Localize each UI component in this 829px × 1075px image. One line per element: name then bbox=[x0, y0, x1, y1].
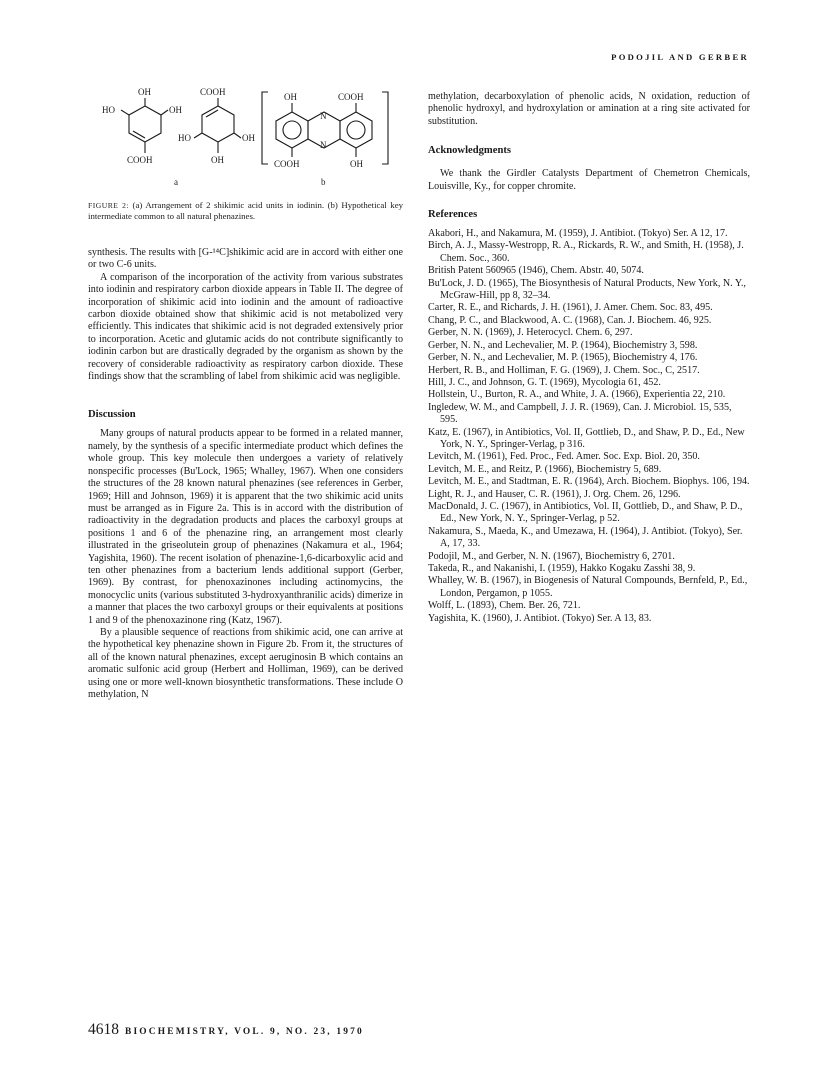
figure-caption bbox=[88, 200, 403, 222]
reference-item: Whalley, W. B. (1967), in Biogenesis of Natural Compounds, Bernfeld, P., Ed., London, Pergamon, p 1055. bbox=[428, 575, 748, 599]
label-a-ho2: HO bbox=[178, 133, 191, 143]
page-footer bbox=[88, 1021, 364, 1039]
label-a-ho1: HO bbox=[102, 105, 115, 115]
reference-item: Podojil, M., and Gerber, N. N. (1967), Biochemistry 6, 2701. bbox=[428, 550, 675, 562]
label-a-cooh2: COOH bbox=[127, 155, 153, 165]
paragraph-3: Many groups of natural products appear to be formed in a related manner, namely, by the synthesis of a specific intermediate product which defines the whole group. This key molecule then undergoes a variety of relatively nonspecific processes (Bu'Lock, 1965; Whalley, 1967). When one considers the structures of the 28 known natural phenazines (see references in Gerber, 1969; Hill and Johnson, 1969) it is apparent that the two shikimic acid units must be arranged as in Figure 2a. This is in accord with the distribution of radioactivity in the degradation products and places the carboxyl groups at positions 1 and 6 of the phenazine ring, an arrangement most clearly illustrated in the griseolutein group of phenazines (Nakamura et al., 1964; Yagishita, 1960). The recent isolation of phenazine-1,6-dicarboxylic acid and ten other phenazines from a bacterium lends additional support (Gerber, 1969). By contrast, for phenoxazinones including actinomycins, the monocyclic units (various substituted 3-hydroxyanthranilic acids) dimerize in a manner that places the two carboxyl groups or their equivalents at positions 1 and 9 of the phenoxazinone ring (Katz, 1967). bbox=[88, 428, 403, 626]
label-a-oh4: OH bbox=[211, 155, 224, 165]
reference-item: Gerber, N. N., and Lechevalier, M. P. (1964), Biochemistry 3, 598. bbox=[428, 339, 698, 351]
reference-item: Levitch, M. (1961), Fed. Proc., Fed. Amer. Soc. Exp. Biol. 20, 350. bbox=[428, 451, 700, 463]
reference-item: MacDonald, J. C. (1967), in Antibiotics, Vol. II, Gottlieb, D., and Shaw, P. D., Ed., New York, N. Y., Springer-Verlag, p 52. bbox=[428, 500, 743, 525]
reference-item: Wolff, L. (1893), Chem. Ber. 26, 721. bbox=[428, 600, 581, 612]
label-b-n2: N bbox=[320, 140, 327, 150]
reference-item: Light, R. J., and Hauser, C. R. (1961), J. Org. Chem. 26, 1296. bbox=[428, 488, 681, 500]
reference-item: Katz, E. (1967), in Antibiotics, Vol. II, Gottlieb, D., and Shaw, P. D., Ed., New York, N. Y., Springer-Verlag, p 316. bbox=[428, 426, 745, 450]
right-body bbox=[428, 91, 750, 220]
label-b-oh1: OH bbox=[284, 92, 297, 102]
label-a-oh3: OH bbox=[242, 133, 255, 143]
reference-item: Yagishita, K. (1960), J. Antibiot. (Tokyo) Ser. A 13, 83. bbox=[428, 612, 652, 624]
paragraph-1: synthesis. The results with [G-¹⁴C]shikimic acid are in accord with either one or two C-6 units. bbox=[88, 247, 403, 271]
phenazine-right-ring bbox=[340, 112, 372, 148]
label-a-oh1: OH bbox=[138, 87, 151, 97]
phenazine-left-ring bbox=[276, 112, 308, 148]
reference-item: Levitch, M. E., and Reitz, P. (1966), Biochemistry 5, 689. bbox=[428, 463, 662, 475]
reference-item: Akabori, H., and Nakamura, M. (1959), J. Antibiot. (Tokyo) Ser. A 12, 17. bbox=[428, 228, 728, 240]
label-b-n1: N bbox=[320, 111, 327, 121]
discussion-heading: Discussion bbox=[88, 409, 136, 421]
label-a-oh2: OH bbox=[169, 105, 182, 115]
reference-item: Gerber, N. N., and Lechevalier, M. P. (1965), Biochemistry 4, 176. bbox=[428, 352, 698, 364]
reference-item: Carter, R. E., and Richards, J. H. (1961), J. Amer. Chem. Soc. 83, 495. bbox=[428, 302, 713, 314]
label-b-oh2: OH bbox=[350, 159, 363, 169]
label-b-cooh1: COOH bbox=[338, 92, 364, 102]
running-head: PODOJIL AND GERBER bbox=[611, 52, 749, 62]
reference-item: Takeda, R., and Nakanishi, I. (1959), Hakko Kogaku Zasshi 38, 9. bbox=[428, 563, 696, 574]
page-number: 4618 bbox=[88, 1021, 119, 1038]
paragraph-4: By a plausible sequence of reactions from shikimic acid, one can arrive at the hypothetical key phenazine shown in Figure 2b. From it, the structures of all of the known natural phenazines, except aeruginosin B which contains an aromatic sulfonic acid group (Herbert and Holliman, 1969), can be derived using one or more well-known biosynthetic transformations. These include O methylation, N bbox=[88, 626, 403, 700]
acknowledgments-heading: Acknowledgments bbox=[428, 145, 511, 157]
left-body bbox=[88, 247, 403, 701]
panel-label-a: a bbox=[174, 177, 178, 187]
figure-caption-text: (a) Arrangement of 2 shikimic acid units in iodinin. (b) Hypothetical key intermediate common to all natural phenazines. bbox=[88, 200, 403, 221]
figure-2 bbox=[88, 78, 403, 196]
journal-line: BIOCHEMISTRY, VOL. 9, NO. 23, 1970 bbox=[125, 1027, 364, 1037]
left-column bbox=[88, 78, 403, 701]
ring-a-left bbox=[129, 106, 161, 142]
reference-list bbox=[428, 228, 750, 625]
reference-item: Bu'Lock, J. D. (1965), The Biosynthesis of Natural Products, New York, N. Y., McGraw-Hill, pp 8, 32–34. bbox=[428, 277, 746, 302]
panel-label-b: b bbox=[321, 177, 326, 187]
reference-item: Hollstein, U., Burton, R. A., and White, J. A. (1966), Experientia 22, 210. bbox=[428, 389, 726, 401]
figure-2-structures bbox=[88, 78, 403, 196]
label-b-cooh2: COOH bbox=[274, 159, 300, 169]
reference-item: Levitch, M. E., and Stadtman, E. R. (1964), Arch. Biochem. Biophys. 106, 194. bbox=[428, 476, 750, 488]
reference-item: Chang, P. C., and Blackwood, A. C. (1968), Can. J. Biochem. 46, 925. bbox=[428, 314, 712, 326]
right-column bbox=[428, 91, 750, 625]
reference-item: Herbert, R. B., and Holliman, F. G. (1969), J. Chem. Soc., C, 2517. bbox=[428, 364, 700, 376]
acknowledgments-text: We thank the Girdler Catalysts Department of Chemetron Chemicals, Louisville, Ky., for copper chromite. bbox=[428, 168, 750, 192]
paragraph-continued: methylation, decarboxylation of phenolic acids, N oxidation, reduction of phenolic hydroxyl, and hydroxylation or amination at a ring site activated for substitution. bbox=[428, 91, 750, 127]
reference-item: Nakamura, S., Maeda, K., and Umezawa, H. (1964), J. Antibiot. (Tokyo), Ser. A, 17, 33. bbox=[428, 525, 743, 550]
figure-caption-label: FIGURE 2: bbox=[88, 201, 130, 210]
label-a-cooh1: COOH bbox=[200, 87, 226, 97]
reference-item: British Patent 560965 (1946), Chem. Abstr. 40, 5074. bbox=[428, 265, 644, 277]
references-heading: References bbox=[428, 209, 478, 221]
reference-item: Ingledew, W. M., and Campbell, J. J. R. (1969), Can. J. Microbiol. 15, 535, 595. bbox=[428, 401, 732, 426]
reference-item: Gerber, N. N. (1969), J. Heterocycl. Chem. 6, 297. bbox=[428, 327, 633, 339]
reference-item: Birch, A. J., Massy-Westropp, R. A., Rickards, R. W., and Smith, H. (1958), J. Chem. Soc., 360. bbox=[428, 240, 744, 264]
ring-a-right bbox=[202, 106, 234, 142]
paragraph-2: A comparison of the incorporation of the activity from various substrates into iodinin and respiratory carbon dioxide appears in Table II. The degree of incorporation of shikimic acid into iodinin and the amount of radioactive carbon dioxide obtained show that shikimic acid is not metabolized very efficiently. This indicates that shikimic acid is not degraded extensively prior to incorporation. Acetic and glutamic acids do not contribute significantly to iodinin carbon but are drastically degraded by the organism as shown by the recovery of considerable radioactivity as respiratory carbon dioxide. These findings show that the scrambling of label from shikimic acid was negligible. bbox=[88, 271, 403, 383]
reference-item: Hill, J. C., and Johnson, G. T. (1969), Mycologia 61, 452. bbox=[428, 376, 661, 388]
